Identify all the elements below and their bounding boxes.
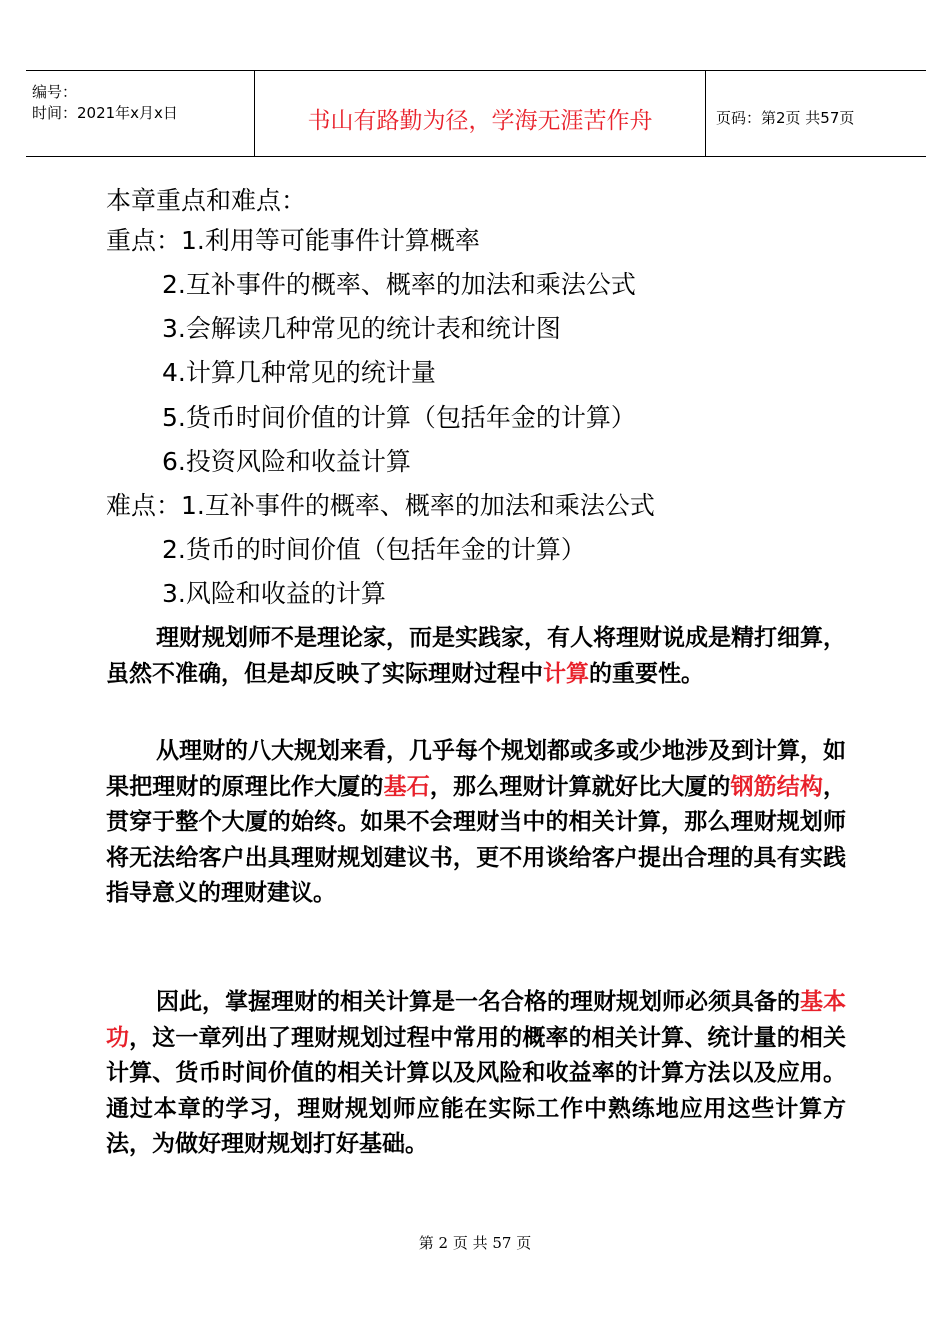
key-point-item: 3.会解读几种常见的统计表和统计图	[162, 314, 561, 343]
paragraph-3	[106, 984, 846, 1162]
key-points-label: 重点：	[106, 226, 182, 255]
difficulty-item: 2.货币的时间价值（包括年金的计算）	[162, 535, 586, 564]
document-time-label: 时间：2021年x月x日	[32, 104, 178, 122]
outline-title: 本章重点和难点：	[106, 186, 307, 215]
key-point-item: 4.计算几种常见的统计量	[162, 358, 436, 387]
header-motto: 书山有路勤为径，学海无涯苦作舟	[307, 108, 653, 134]
highlight-text: 计算	[543, 659, 589, 687]
document-code-label: 编号：	[32, 83, 78, 101]
difficulties-row-1	[106, 491, 655, 521]
key-point-item: 2.互补事件的概率、概率的加法和乘法公式	[162, 270, 636, 299]
header-motto-cell	[254, 71, 706, 156]
header-meta-cell	[26, 71, 254, 156]
paragraph-text: 理财规划师不是理论家，而是实践家，有人将理财说成是精打细算，虽然不准确，但是却反映了实际理财过程中	[106, 624, 846, 687]
difficulty-item: 3.风险和收益的计算	[162, 579, 386, 608]
paragraph-1	[106, 620, 846, 691]
difficulties-label: 难点：	[106, 491, 182, 520]
page-header	[26, 70, 926, 157]
difficulty-item: 1.互补事件的概率、概率的加法和乘法公式	[181, 491, 655, 520]
paragraph-text: 的重要性。	[589, 659, 704, 687]
paragraph-text: 从理财的八大规划来看，几乎每个规划都或多或少地涉及到计算，如果把理财的原理比作大厦的	[106, 737, 846, 800]
header-page-number: 页码：第2页 共57页	[716, 109, 855, 127]
header-page-cell	[706, 71, 926, 156]
highlight-text: 基石	[383, 772, 430, 800]
paragraph-text: ，这一章列出了理财规划过程中常用的概率的相关计算、统计量的相关计算、货币时间价值的相关计算以及风险和收益率的计算方法以及应用。通过本章的学习，理财规划师应能在实际工作中熟练地应用这些计算方法，为做好理财规划打好基础。	[106, 1023, 847, 1157]
page-footer: 第 2 页 共 57 页	[418, 1234, 532, 1252]
highlight-text: 基本功	[106, 988, 846, 1051]
paragraph-text: ，那么理财计算就好比大厦的	[429, 772, 731, 800]
key-point-item: 5.货币时间价值的计算（包括年金的计算）	[162, 403, 636, 432]
paragraph-2	[106, 733, 846, 911]
paragraph-text: 因此，掌握理财的相关计算是一名合格的理财规划师必须具备的	[156, 988, 800, 1015]
paragraph-text: ，贯穿于整个大厦的始终。如果不会理财当中的相关计算，那么理财规划师将无法给客户出具理财规划建议书，更不用谈给客户提出合理的具有实践指导意义的理财建议。	[106, 772, 847, 906]
key-points-row-1	[106, 226, 480, 256]
key-point-item: 1.利用等可能事件计算概率	[181, 226, 480, 255]
highlight-text: 钢筋结构	[730, 772, 824, 800]
key-point-item: 6.投资风险和收益计算	[162, 447, 411, 476]
